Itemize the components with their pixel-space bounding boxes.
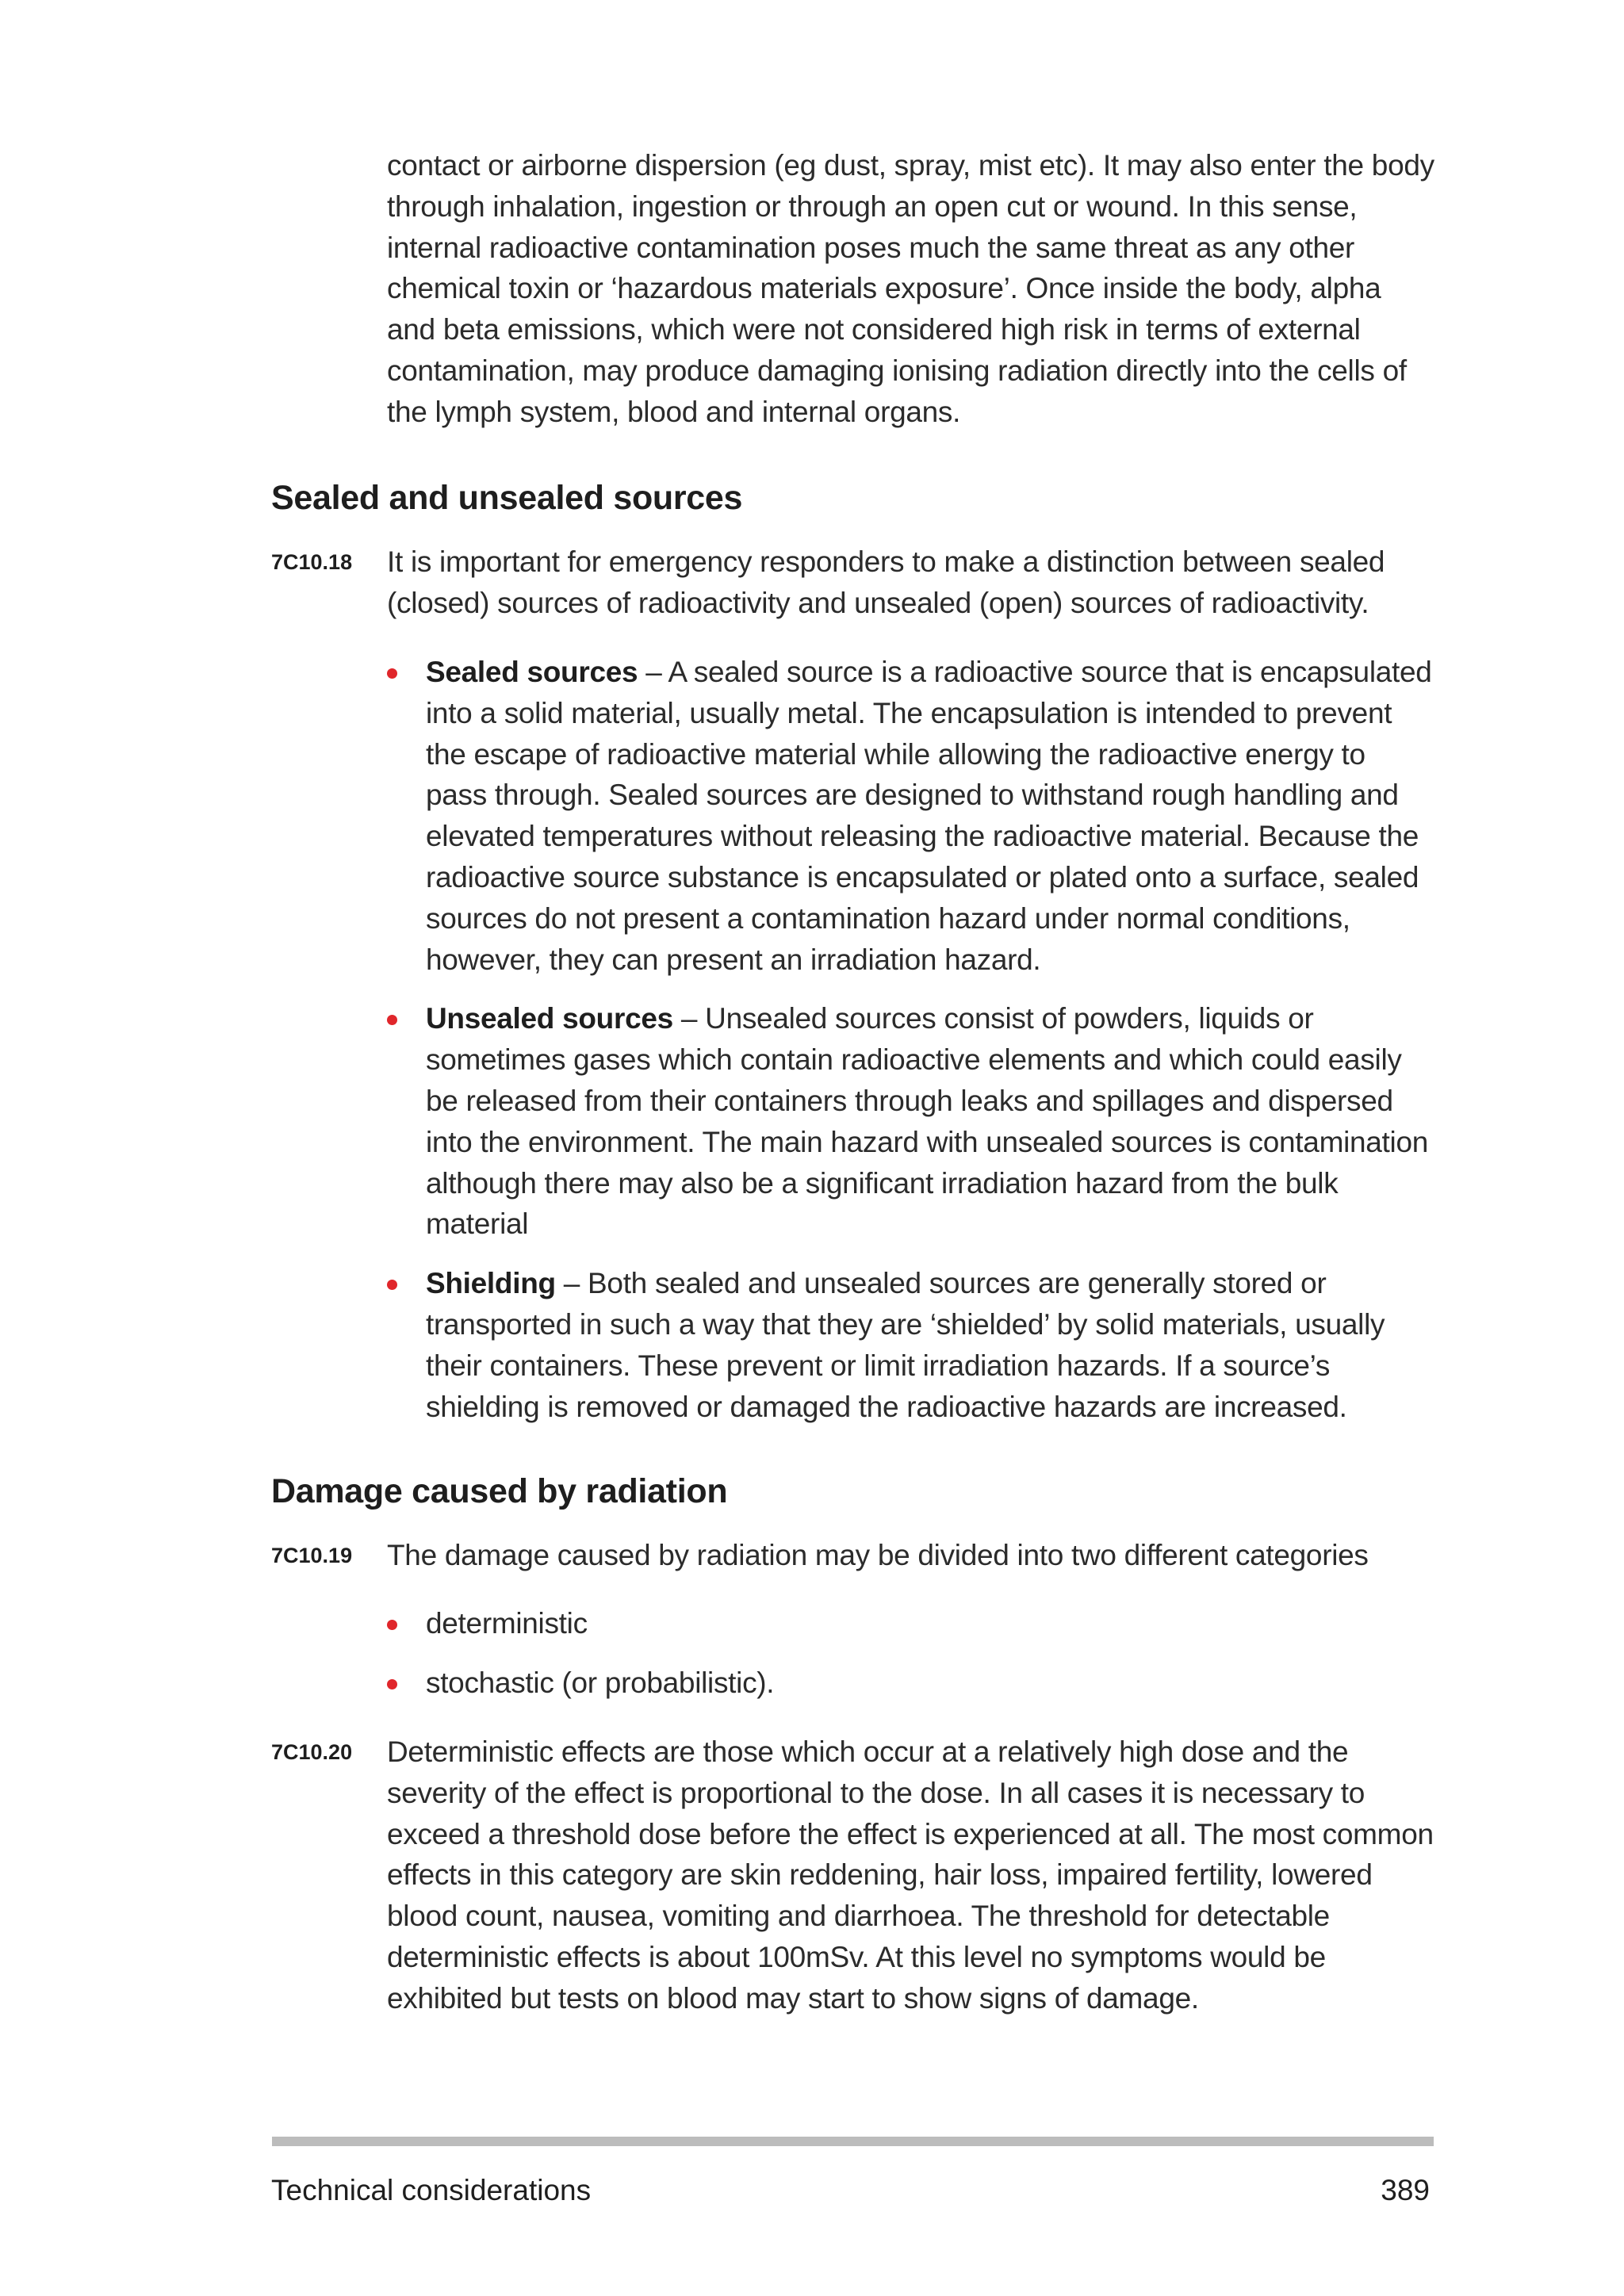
footer-section-title: Technical considerations (271, 2174, 592, 2206)
category-deterministic: deterministic (426, 1607, 588, 1640)
definition-unsealed-sources: – Unsealed sources consist of powders, liquids or sometimes gases which contain radioactive elements and which could easily be released from their containers through leaks and spillages and dispersed into the environment. The main hazard with unsealed sources is contamination although there may also be a significant irradiation hazard from the bulk material (426, 1002, 1429, 1241)
paragraph-number-7c10-18: 7C10.18 (271, 550, 353, 574)
paragraph-number-7c10-19: 7C10.19 (271, 1544, 353, 1567)
term-shielding: Shielding (426, 1267, 556, 1300)
paragraph-number-7c10-20: 7C10.20 (271, 1740, 353, 1764)
paragraph-7c10-19: The damage caused by radiation may be divided into two different categories (387, 1539, 1369, 1571)
footer-rule (272, 2137, 1434, 2146)
definition-sealed-sources: – A sealed source is a radioactive source that is encapsulated into a solid material, usually metal. The encapsulation is intended to prevent the escape of radioactive material while allowing the radioactive energy to pass through. Sealed sources are designed to withstand rough handling and elevated temperatures without releasing the radioactive material. Because the radioactive source substance is encapsulated or plated onto a surface, sealed sources do not present a contamination hazard under normal conditions, however, they can present an irradiation hazard. (426, 656, 1432, 976)
intro-paragraph: contact or airborne dispersion (eg dust, spray, mist etc). It may also enter the body through inhalation, ingestion or through an open cut or wound. In this sense, internal radioactive contamination poses much the same threat as any other chemical toxin or ‘hazardous materials exposure’. Once inside the body, alpha and beta emissions, which were not considered high risk in terms of external contamination, may produce damaging ionising radiation directly into the cells of the lymph system, blood and internal organs. (387, 149, 1434, 428)
paragraph-7c10-18: It is important for emergency responders to make a distinction between sealed (closed) sources of radioactivity and unsealed (open) sources of radioactivity. (387, 545, 1385, 619)
list-item-shielding (387, 1263, 1434, 1427)
source-types-list (387, 652, 1434, 1427)
bullet-icon (387, 1620, 397, 1630)
bullet-icon (387, 1679, 397, 1689)
bullet-icon (387, 668, 397, 679)
term-sealed-sources: Sealed sources (426, 656, 638, 688)
page-number: 389 (1381, 2174, 1430, 2206)
damage-categories-list (387, 1603, 1434, 1704)
definition-shielding: – Both sealed and unsealed sources are generally stored or transported in such a way that they are ‘shielded’ by solid materials, usually their containers. These prevent or limit irradiation hazards. If a source’s shielding is removed or damaged the radioactive hazards are increased. (426, 1267, 1385, 1423)
paragraph-7c10-20: Deterministic effects are those which occur at a relatively high dose and the severity of the effect is proportional to the dose. In all cases it is necessary to exceed a threshold dose before the effect is experienced at all. The most common effects in this category are skin reddening, hair loss, impaired fertility, lowered blood count, nausea, vomiting and diarrhoea. The threshold for detectable deterministic effects is about 100mSv. At this level no symptoms would be exhibited but tests on blood may start to show signs of damage. (387, 1735, 1434, 2015)
list-item-sealed-sources (387, 652, 1434, 980)
category-stochastic: stochastic (or probabilistic). (426, 1666, 775, 1699)
section-heading-damage: Damage caused by radiation (271, 1472, 728, 1510)
list-item-unsealed-sources (387, 998, 1434, 1245)
term-unsealed-sources: Unsealed sources (426, 1002, 673, 1035)
list-item-deterministic (387, 1603, 1434, 1644)
bullet-icon (387, 1015, 397, 1025)
list-item-stochastic (387, 1663, 1434, 1704)
bullet-icon (387, 1280, 397, 1290)
section-heading-sealed-sources: Sealed and unsealed sources (271, 479, 743, 517)
